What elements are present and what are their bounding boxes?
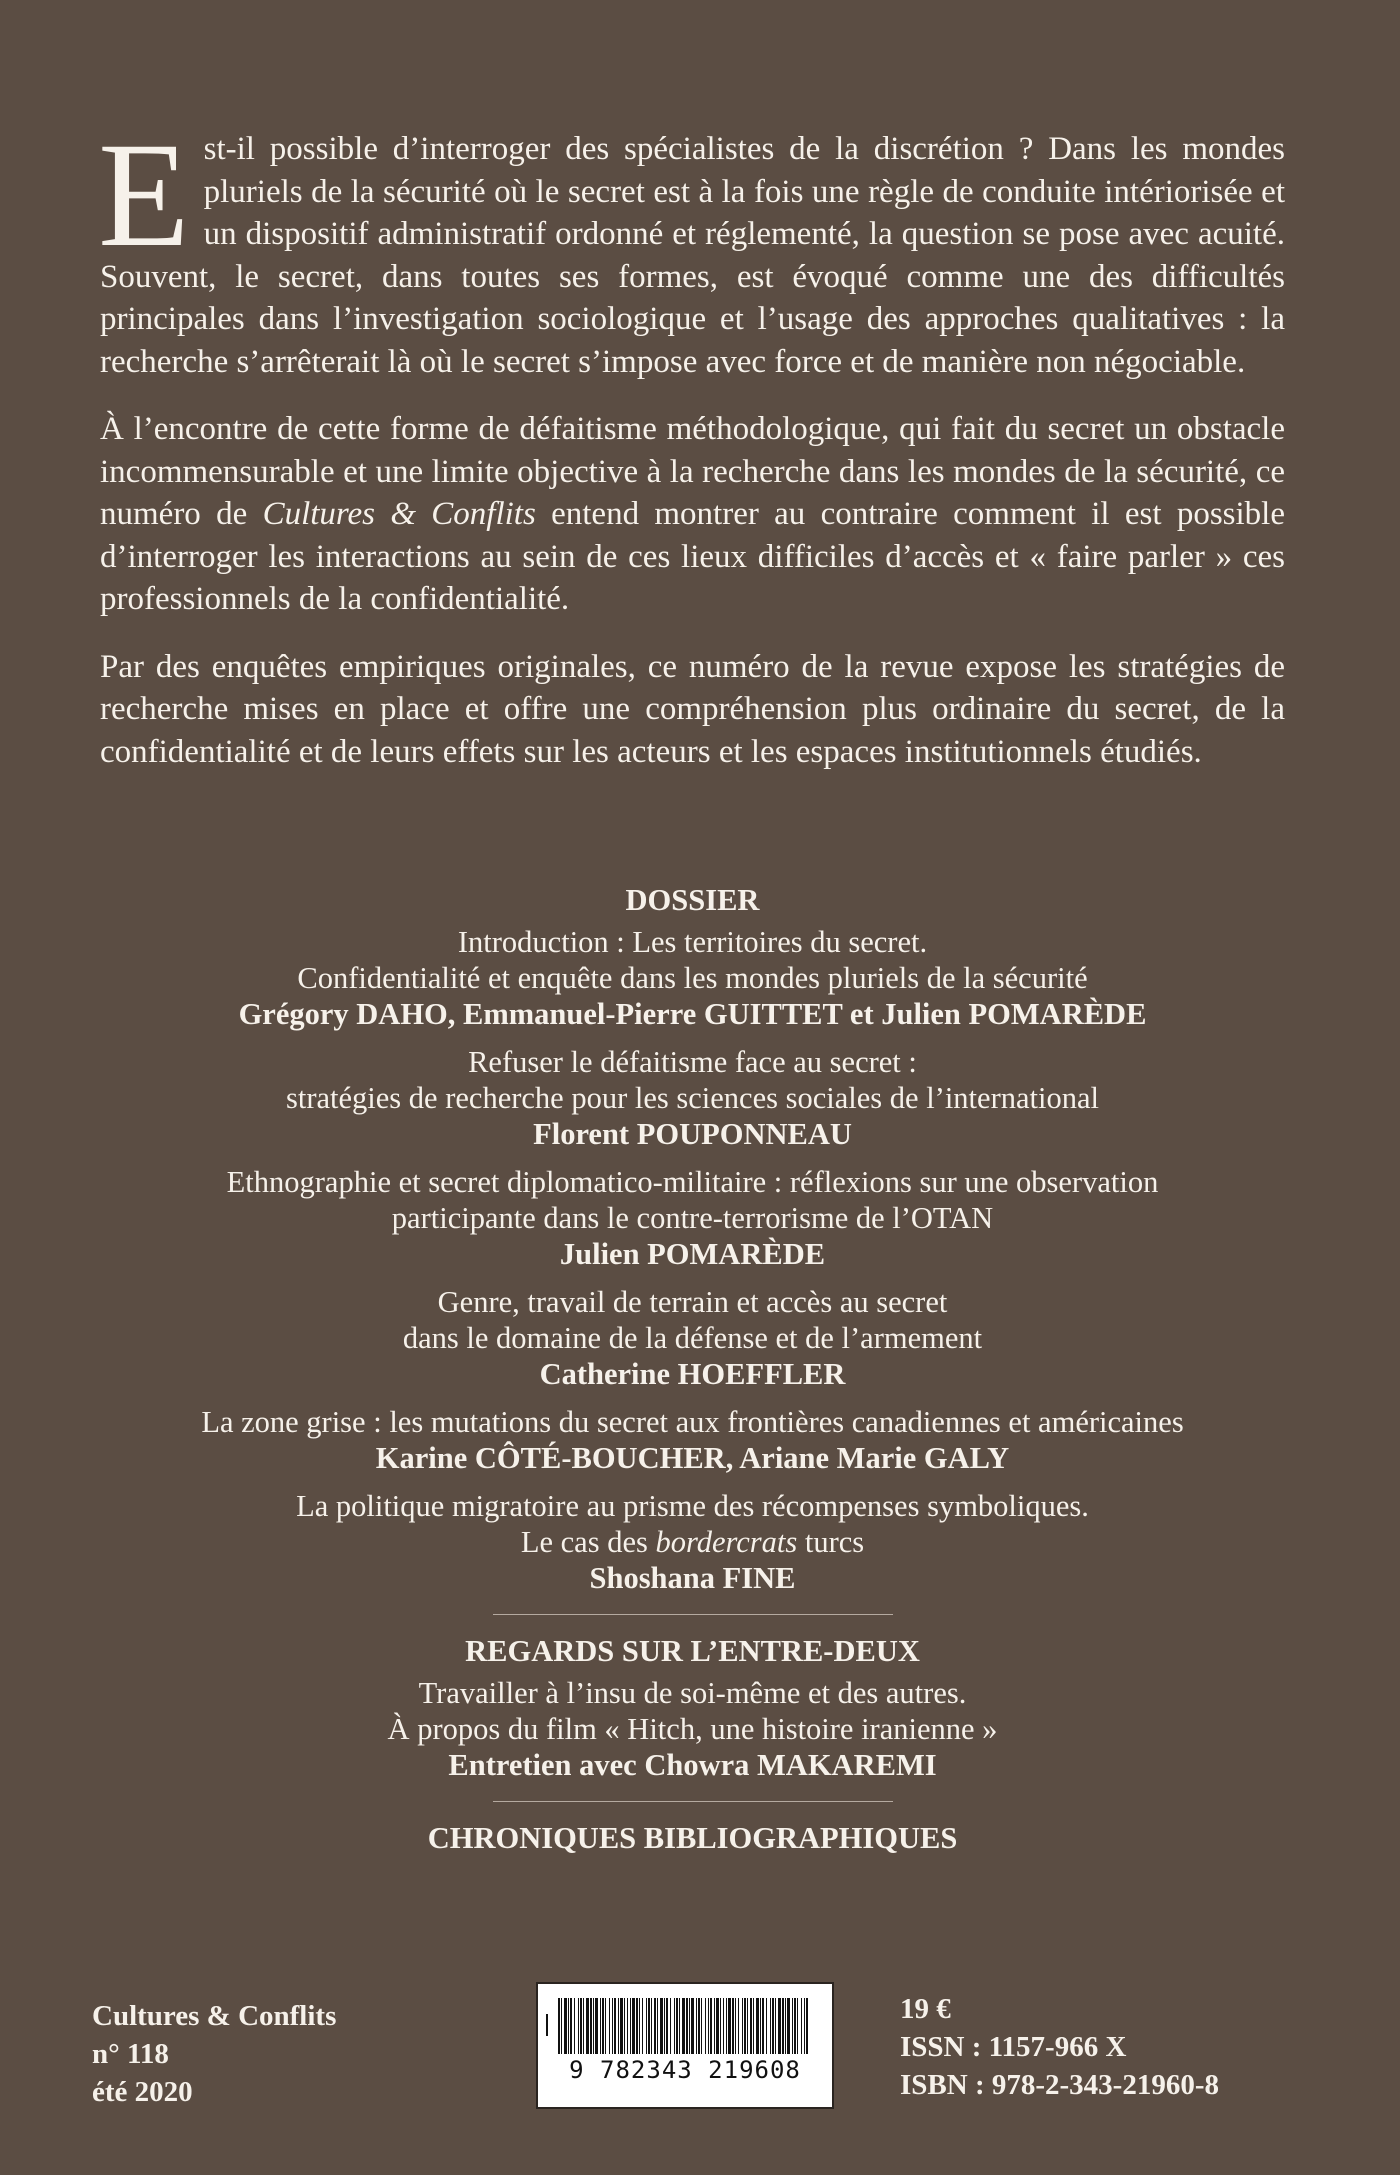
chroniques-heading: CHRONIQUES BIBLIOGRAPHIQUES — [427, 1821, 958, 1855]
entry-italic-word: bordercrats — [655, 1525, 798, 1559]
journal-title-italic: Cultures & Conflits — [262, 496, 536, 532]
drop-cap: E — [98, 112, 190, 278]
entry-authors: Karine CÔTÉ-BOUCHER, Ariane Marie GALY — [375, 1441, 1010, 1475]
entry-authors: Entretien avec Chowra MAKAREMI — [448, 1748, 937, 1782]
toc-entry — [100, 1488, 1285, 1596]
entry-authors: Catherine HOEFFLER — [539, 1357, 846, 1391]
toc-entry — [100, 1044, 1285, 1152]
summary-paragraph-1 — [98, 112, 1285, 383]
entry-title-line: Introduction : Les territoires du secret. — [457, 925, 928, 959]
barcode-bars — [558, 1998, 812, 2054]
entry-authors: Grégory DAHO, Emmanuel-Pierre GUITTET et Julien POMARÈDE — [238, 997, 1147, 1031]
entry-authors: Shoshana FINE — [589, 1561, 796, 1595]
toc-entry — [100, 1675, 1285, 1783]
summary-text-1: st-il possible d’interroger des spécialistes de la discrétion ? Dans les mondes pluriels de la sécurité où le secret est à la fois une règle de conduite intériorisée et un dispositif administratif ordonné et réglementé, la question se pose avec acuité. Souvent, le secret, dans toutes ses formes, est évoqué comme une des difficultés principales dans l’investigation sociologique et l’usage des approches qualitatives : la recherche s’arrêterait là où le secret s’impose avec force et de manière non négociable. — [100, 131, 1285, 380]
barcode-bar — [806, 1998, 808, 2054]
section-divider — [493, 1614, 893, 1615]
entry-title-line: Genre, travail de terrain et accès au secret — [437, 1285, 948, 1319]
entry-title-line: La zone grise : les mutations du secret aux frontières canadiennes et américaines — [201, 1405, 1184, 1439]
isbn-barcode — [536, 1982, 834, 2109]
toc-entry — [100, 1404, 1285, 1476]
entry-authors: Julien POMARÈDE — [559, 1237, 826, 1271]
summary-text-2b: entend montrer au contraire comment il est possible d’interroger les interactions au sein de ces lieux difficiles d’accès et « faire parler » ces professionnels de la confidentialité. — [100, 496, 1285, 617]
section-divider — [493, 1801, 893, 1802]
entry-title-line: Ethnographie et secret diplomatico-militaire : réflexions sur une observation — [226, 1165, 1159, 1199]
toc-entry — [100, 924, 1285, 1032]
back-cover-summary — [98, 112, 1285, 798]
toc-entry — [100, 1284, 1285, 1392]
dossier-heading: DOSSIER — [625, 883, 760, 917]
entry-text: Le cas des — [520, 1525, 656, 1559]
summary-paragraph-3: Par des enquêtes empiriques originales, ce numéro de la revue expose les stratégies de recherche mises en place et offre une compréhension plus ordinaire du secret, de la confidentialité et de leurs effets sur les acteurs et les espaces institutionnels étudiés. — [100, 648, 1285, 770]
toc-entry — [100, 1164, 1285, 1272]
barcode-guard-mark — [546, 2014, 556, 2036]
entry-title-line: À propos du film « Hitch, une histoire iranienne » — [387, 1712, 998, 1746]
issue-number: n° 118 — [92, 2038, 169, 2070]
journal-info — [92, 1997, 336, 2111]
journal-name: Cultures & Conflits — [92, 2000, 337, 2032]
entry-title-line: Refuser le défaitisme face au secret : — [468, 1045, 917, 1079]
issue-season: été 2020 — [92, 2076, 193, 2108]
entry-title-line — [100, 1524, 1285, 1560]
summary-text-2a: À l’encontre de cette forme de défaitisme méthodologique, qui fait du secret un obstacle incommensurable et une limite objective à la recherche dans les mondes de la sécurité, ce numéro de — [100, 411, 1285, 532]
isbn: ISBN : 978-2-343-21960-8 — [900, 2069, 1219, 2101]
entry-title-line: Confidentialité et enquête dans les mondes pluriels de la sécurité — [297, 961, 1088, 995]
entry-title-line: La politique migratoire au prisme des récompenses symboliques. — [296, 1489, 1089, 1523]
entry-title-line: stratégies de recherche pour les sciences sociales de l’international — [286, 1081, 1099, 1115]
issn: ISSN : 1157-966 X — [900, 2031, 1127, 2063]
barcode-number: 9 782343 219608 — [569, 2056, 801, 2084]
summary-paragraph-2 — [100, 408, 1285, 621]
table-of-contents — [100, 882, 1285, 1856]
price: 19 € — [900, 1993, 951, 2025]
entry-authors: Florent POUPONNEAU — [533, 1117, 852, 1151]
entry-title-line: Travailler à l’insu de soi-même et des autres. — [418, 1676, 967, 1710]
entry-text: turcs — [797, 1525, 865, 1559]
entry-title-line: dans le domaine de la défense et de l’armement — [402, 1321, 983, 1355]
regards-heading: REGARDS SUR L’ENTRE-DEUX — [465, 1634, 920, 1668]
entry-title-line: participante dans le contre-terrorisme de l’OTAN — [391, 1201, 994, 1235]
price-and-identifiers — [900, 1990, 1219, 2104]
